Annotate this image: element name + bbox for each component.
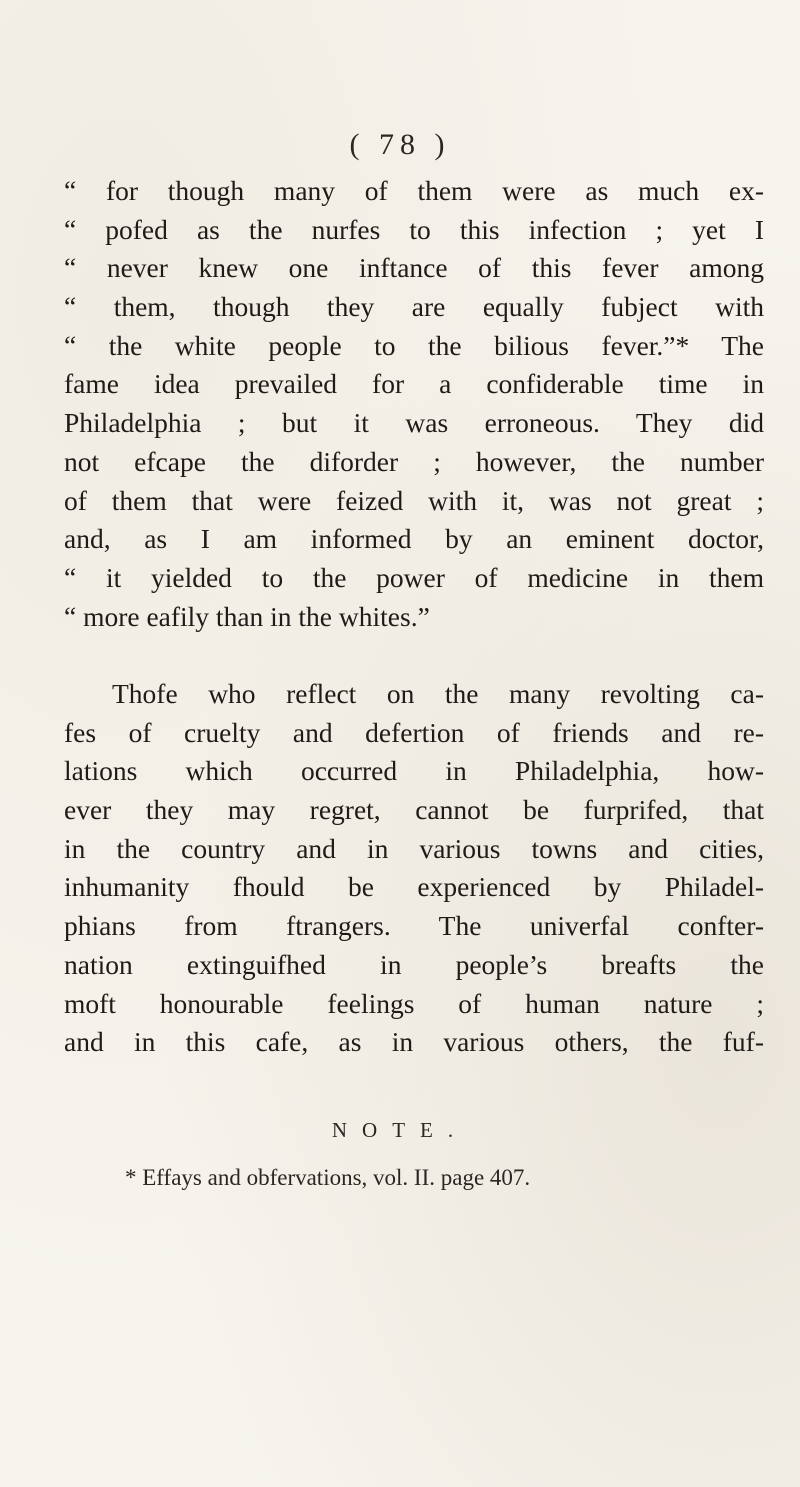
text-line: lations which occurred in Philadelphia, how- bbox=[64, 755, 764, 787]
footnote: * Effays and obfervations, vol. II. page 407. bbox=[125, 1165, 531, 1190]
text-line: and, as I am informed by an eminent doctor, bbox=[64, 523, 764, 555]
text-line: fes of cruelty and defertion of friends and re- bbox=[64, 716, 764, 748]
text-line: “ it yielded to the power of medicine in them bbox=[64, 561, 764, 593]
paragraph-2 bbox=[64, 675, 764, 1062]
text-line: “ them, though they are equally fubject with bbox=[64, 291, 764, 323]
text-line: “ pofed as the nurfes to this infection ; yet I bbox=[64, 213, 764, 245]
page-number: ( 78 ) bbox=[349, 128, 451, 161]
text-line: “ never knew one inftance of this fever among bbox=[64, 252, 764, 284]
text-line: and in this cafe, as in various others, the fuf- bbox=[64, 1026, 764, 1058]
text-line: moft honourable feelings of human nature ; bbox=[64, 987, 764, 1019]
text-line: “ the white people to the bilious fever.”* The bbox=[64, 329, 764, 361]
text-line: nation extinguifhed in people’s breafts the bbox=[64, 948, 764, 980]
text-line: of them that were feized with it, was not great ; bbox=[64, 484, 764, 516]
text-line: inhumanity fhould be experienced by Philadel- bbox=[64, 871, 764, 903]
text-line: Thofe who reflect on the many revolting ca- bbox=[112, 678, 764, 709]
text-line: Philadelphia ; but it was erroneous. They did bbox=[64, 407, 764, 439]
text-line: phians from ftrangers. The univerfal confter- bbox=[64, 910, 764, 942]
text-line: in the country and in various towns and cities, bbox=[64, 832, 764, 864]
text-line: ever they may regret, cannot be furprifed, that bbox=[64, 794, 764, 826]
note-heading: NOTE. bbox=[331, 1118, 469, 1142]
paragraph-1 bbox=[64, 172, 764, 636]
text-line: not efcape the diforder ; however, the number bbox=[64, 445, 764, 477]
text-line: fame idea prevailed for a confiderable time in bbox=[64, 368, 764, 400]
text-line-last: “ more eafily than in the whites.” bbox=[64, 600, 430, 632]
text-line: “ for though many of them were as much ex- bbox=[64, 175, 764, 206]
